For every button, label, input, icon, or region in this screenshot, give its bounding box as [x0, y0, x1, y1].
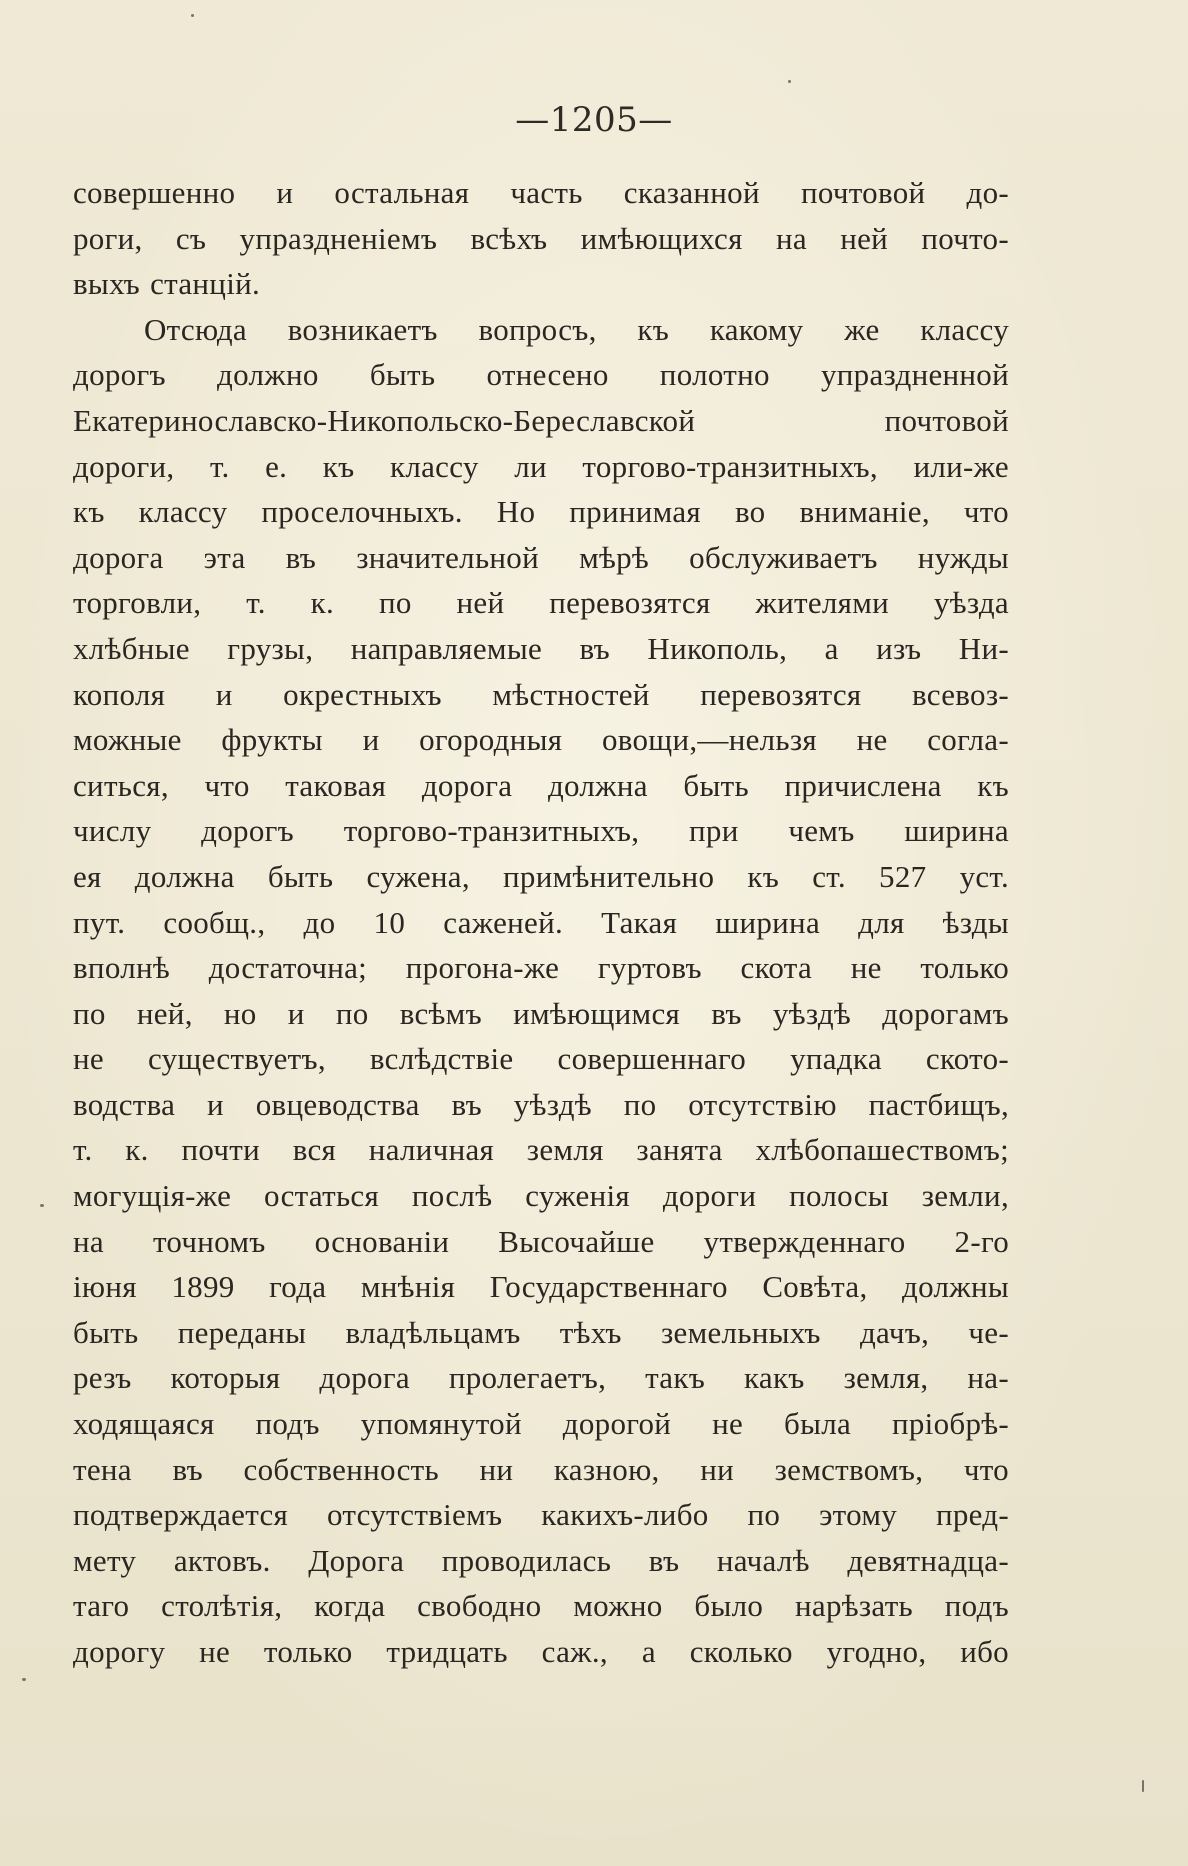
- text-line: на точномъ основаніи Высочайше утвержденнаго 2-го: [73, 1223, 1009, 1259]
- text-line: дорогъ должно быть отнесено полотно упраздненной: [73, 357, 1009, 393]
- text-line: ситься, что таковая дорога должна быть причислена къ: [73, 767, 1009, 803]
- ink-speck: [788, 80, 791, 83]
- text-line: іюня 1899 года мнѣнія Государственнаго Совѣта, должны: [73, 1269, 1009, 1305]
- text-line: Екатеринославско-Никопольско-Береславской почтовой: [73, 402, 1009, 438]
- text-line: быть переданы владѣльцамъ тѣхъ земельныхъ дачъ, че-: [73, 1314, 1009, 1350]
- text-line: роги, съ упраздненіемъ всѣхъ имѣющихся на ней почто-: [73, 220, 1009, 256]
- text-line: не существуетъ, вслѣдствіе совершеннаго упадка ското-: [73, 1041, 1009, 1077]
- ink-speck: [191, 14, 194, 17]
- text-line: ея должна быть сужена, примѣнительно къ ст. 527 уст.: [73, 858, 1009, 894]
- text-line: ходящаяся подъ упомянутой дорогой не была пріобрѣ-: [73, 1406, 1009, 1442]
- text-line: таго столѣтія, когда свободно можно было нарѣзать подъ: [73, 1588, 1009, 1624]
- page-number: —1205—: [515, 100, 673, 140]
- text-line: вполнѣ достаточна; прогона-же гуртовъ скота не только: [73, 950, 1009, 986]
- ink-speck: [1142, 1780, 1144, 1792]
- text-line: торговли, т. к. по ней перевозятся жителями уѣзда: [73, 585, 1009, 621]
- text-line: резъ которыя дорога пролегаетъ, такъ какъ земля, на-: [73, 1360, 1009, 1396]
- text-line: кополя и окрестныхъ мѣстностей перевозятся всевоз-: [73, 676, 1009, 712]
- paragraph-start-line: Отсюда возникаетъ вопросъ, къ какому же классу: [144, 311, 1009, 347]
- text-line: дороги, т. е. къ классу ли торгово-транзитныхъ, или-же: [73, 448, 1009, 484]
- text-line: т. к. почти вся наличная земля занята хлѣбопашествомъ;: [73, 1132, 1009, 1168]
- text-line: мету актовъ. Дорога проводилась въ началѣ девятнадца-: [73, 1542, 1009, 1578]
- ink-speck: [40, 1204, 44, 1207]
- text-line: совершенно и остальная часть сказанной почтовой до-: [73, 175, 1009, 210]
- ink-speck: [22, 1678, 26, 1681]
- text-line: хлѣбные грузы, направляемые въ Никополь, а изъ Ни-: [73, 630, 1009, 666]
- text-line: къ классу проселочныхъ. Но принимая во вниманіе, что: [73, 494, 1009, 530]
- text-line: могущія-же остаться послѣ суженія дороги полосы земли,: [73, 1178, 1009, 1214]
- text-line: пут. сообщ., до 10 саженей. Такая ширина для ѣзды: [73, 904, 1009, 940]
- text-line: по ней, но и по всѣмъ имѣющимся въ уѣздѣ дорогамъ: [73, 995, 1009, 1031]
- text-line: подтверждается отсутствіемъ какихъ-либо по этому пред-: [73, 1497, 1009, 1533]
- text-line: выхъ станцій.: [73, 266, 261, 302]
- text-line: дорога эта въ значительной мѣрѣ обслуживаетъ нужды: [73, 539, 1009, 575]
- text-line: числу дорогъ торгово-транзитныхъ, при чемъ ширина: [73, 813, 1009, 849]
- body-text: [73, 170, 1009, 1675]
- text-line: тена въ собственность ни казною, ни земствомъ, что: [73, 1451, 1009, 1487]
- text-line: можные фрукты и огородныя овощи,—нельзя не согла-: [73, 722, 1009, 758]
- text-line: водства и овцеводства въ уѣздѣ по отсутствію пастбищъ,: [73, 1086, 1009, 1122]
- text-line: дорогу не только тридцать саж., а сколько угодно, ибо: [73, 1634, 1009, 1669]
